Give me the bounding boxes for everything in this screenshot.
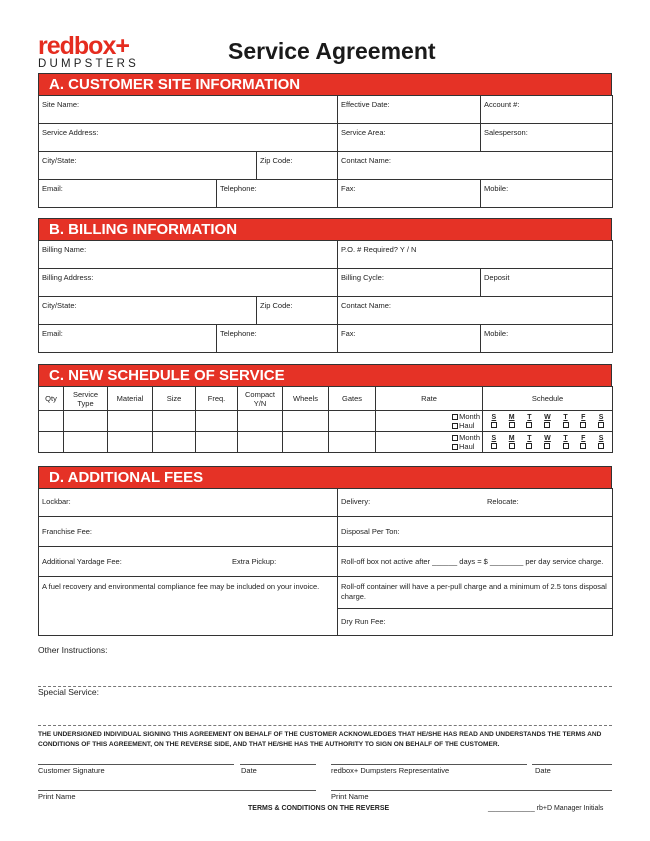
day-checkbox[interactable] [580,443,586,449]
special-service-label: Special Service: [38,687,99,697]
deposit-field[interactable]: Deposit [481,269,613,297]
day-label: W [544,414,551,421]
day-label: T [563,414,568,421]
customer-signature-line[interactable] [38,764,234,765]
month-label: Month [459,412,480,421]
other-instructions-label: Other Instructions: [38,645,108,655]
effective-date-field[interactable]: Effective Date: [338,96,481,124]
freq-cell[interactable] [196,432,238,453]
fax-field[interactable]: Fax: [338,180,481,208]
yardage-pickup-cell [39,547,338,577]
col-header-compact: Compact Y/N [238,387,283,411]
print-name-line[interactable] [38,790,316,791]
delivery-field[interactable]: Delivery: [341,497,371,506]
account-number-field[interactable]: Account #: [481,96,613,124]
day-checkbox[interactable] [509,422,515,428]
section-c-heading: C. NEW SCHEDULE OF SERVICE [38,364,612,386]
page-title: Service Agreement [228,38,436,64]
service-type-cell[interactable] [64,411,108,432]
col-header-material: Material [108,387,153,411]
col-header-service-type: Service Type [64,387,108,411]
representative-signature-line[interactable] [331,764,527,765]
section-customer-site [38,73,612,208]
service-address-field[interactable]: Service Address: [39,124,338,152]
day-label: F [581,435,586,442]
service-area-field[interactable]: Service Area: [338,124,481,152]
day-label: T [527,435,532,442]
table-row [39,411,613,432]
rolloff-container-note: Roll-off container will have a per-pull charge and a minimum of 2.5 tons disposal charge. [338,577,613,609]
logo-subtitle: DUMPSTERS [38,58,140,70]
day-checkbox[interactable] [544,422,550,428]
site-name-field[interactable]: Site Name: [39,96,338,124]
delivery-relocate-cell [338,489,613,517]
col-header-wheels: Wheels [283,387,329,411]
day-label: T [527,414,532,421]
table-row [39,432,613,453]
logo-wordmark: redbox+ [38,32,129,60]
col-header-qty: Qty [39,387,64,411]
dry-run-fee-field[interactable]: Dry Run Fee: [338,609,613,636]
month-label: Month [459,433,480,442]
terms-reverse-note: TERMS & CONDITIONS ON THE REVERSE [248,805,390,812]
haul-label: Haul [459,421,475,430]
wheels-cell[interactable] [283,411,329,432]
billing-fax-field[interactable]: Fax: [338,325,481,353]
wheels-cell[interactable] [283,432,329,453]
billing-address-field[interactable]: Billing Address: [39,269,338,297]
section-b-heading: B. BILLING INFORMATION [38,218,612,240]
lockbar-field[interactable]: Lockbar: [39,489,338,517]
day-checkbox[interactable] [526,422,532,428]
customer-signature-label: Customer Signature [38,766,105,775]
print-name-label: Print Name [331,792,369,801]
company-logo [38,32,140,71]
day-label: S [598,414,604,421]
print-name-line[interactable] [331,790,612,791]
disposal-per-ton-field[interactable]: Disposal Per Ton: [338,517,613,547]
billing-mobile-field[interactable]: Mobile: [481,325,613,353]
city-state-field[interactable]: City/State: [39,152,257,180]
billing-contact-name-field[interactable]: Contact Name: [338,297,613,325]
day-checkbox[interactable] [563,443,569,449]
day-checkbox[interactable] [598,443,604,449]
day-label: M [508,435,515,442]
freq-cell[interactable] [196,411,238,432]
schedule-cell [483,411,613,432]
haul-checkbox[interactable] [452,423,458,429]
schedule-cell [483,432,613,453]
salesperson-field[interactable]: Salesperson: [481,124,613,152]
zip-code-field[interactable]: Zip Code: [257,152,338,180]
material-cell[interactable] [108,411,153,432]
day-checkbox[interactable] [544,443,550,449]
billing-telephone-field[interactable]: Telephone: [217,325,338,353]
day-checkbox[interactable] [509,443,515,449]
divider [38,725,612,726]
email-field[interactable]: Email: [39,180,217,208]
size-cell[interactable] [153,432,196,453]
rate-cell [376,411,483,432]
day-checkbox[interactable] [598,422,604,428]
manager-initials-field[interactable]: ____________ rb+D Manager Initials [488,805,604,812]
day-checkbox[interactable] [491,422,497,428]
fees-table [38,488,613,636]
telephone-field[interactable]: Telephone: [217,180,338,208]
size-cell[interactable] [153,411,196,432]
rate-cell [376,432,483,453]
col-header-gates: Gates [329,387,376,411]
qty-cell[interactable] [39,432,64,453]
section-additional-fees [38,466,612,636]
col-header-rate: Rate [376,387,483,411]
section-billing [38,218,612,353]
col-header-freq: Freq. [196,387,238,411]
date-line[interactable] [240,764,316,765]
date-line[interactable] [532,764,612,765]
billing-city-state-field[interactable]: City/State: [39,297,257,325]
additional-yardage-field[interactable]: Additional Yardage Fee: [42,557,122,566]
extra-pickup-field[interactable]: Extra Pickup: [232,557,277,566]
day-label: S [491,435,497,442]
customer-site-table [38,95,613,208]
divider [38,686,612,687]
day-label: F [581,414,586,421]
representative-label: redbox+ Dumpsters Representative [331,766,450,775]
service-type-cell[interactable] [64,432,108,453]
mobile-field[interactable]: Mobile: [481,180,613,208]
billing-email-field[interactable]: Email: [39,325,217,353]
qty-cell[interactable] [39,411,64,432]
day-checkbox[interactable] [580,422,586,428]
relocate-field[interactable]: Relocate: [487,497,519,506]
material-cell[interactable] [108,432,153,453]
billing-table [38,240,613,353]
gates-cell[interactable] [329,432,376,453]
day-label: S [491,414,497,421]
print-name-label: Print Name [38,792,76,801]
day-checkbox[interactable] [526,443,532,449]
po-required-field[interactable]: P.O. # Required? Y / N [338,241,613,269]
franchise-fee-field[interactable]: Franchise Fee: [39,517,338,547]
section-a-heading: A. CUSTOMER SITE INFORMATION [38,73,612,95]
section-schedule [38,364,612,453]
authorization-disclaimer: THE UNDERSIGNED INDIVIDUAL SIGNING THIS AGREEMENT ON BEHALF OF THE CUSTOMER ACKNOWLEDGES THAT HE/SHE HAS READ AND UNDERSTANDS THE TERMS AND CONDITIONS OF THIS AGREEMENT, ON THE REVERSE SIDE, AND THAT HE/SHE HAS THE AUTHORITY TO SIGN ON BEHALF OF THE CUSTOMER. [38,731,602,748]
gates-cell[interactable] [329,411,376,432]
billing-name-field[interactable]: Billing Name: [39,241,338,269]
haul-checkbox[interactable] [452,444,458,450]
billing-zip-field[interactable]: Zip Code: [257,297,338,325]
day-checkbox[interactable] [491,443,497,449]
billing-cycle-field[interactable]: Billing Cycle: [338,269,481,297]
contact-name-field[interactable]: Contact Name: [338,152,613,180]
fuel-fee-note: A fuel recovery and environmental compliance fee may be included on your invoice. [39,577,338,636]
day-label: S [598,435,604,442]
day-label: T [563,435,568,442]
section-d-heading: D. ADDITIONAL FEES [38,466,612,488]
day-label: M [508,414,515,421]
rolloff-inactive-field[interactable]: Roll-off box not active after ______ days = $ ________ per day service charge. [338,547,613,577]
col-header-schedule: Schedule [483,387,613,411]
day-checkbox[interactable] [563,422,569,428]
compact-cell[interactable] [238,432,283,453]
month-checkbox[interactable] [452,435,458,441]
compact-cell[interactable] [238,411,283,432]
date-label: Date [241,766,257,775]
day-label: W [544,435,551,442]
date-label: Date [535,766,551,775]
schedule-table [38,386,613,453]
month-checkbox[interactable] [452,414,458,420]
col-header-size: Size [153,387,196,411]
haul-label: Haul [459,442,475,451]
